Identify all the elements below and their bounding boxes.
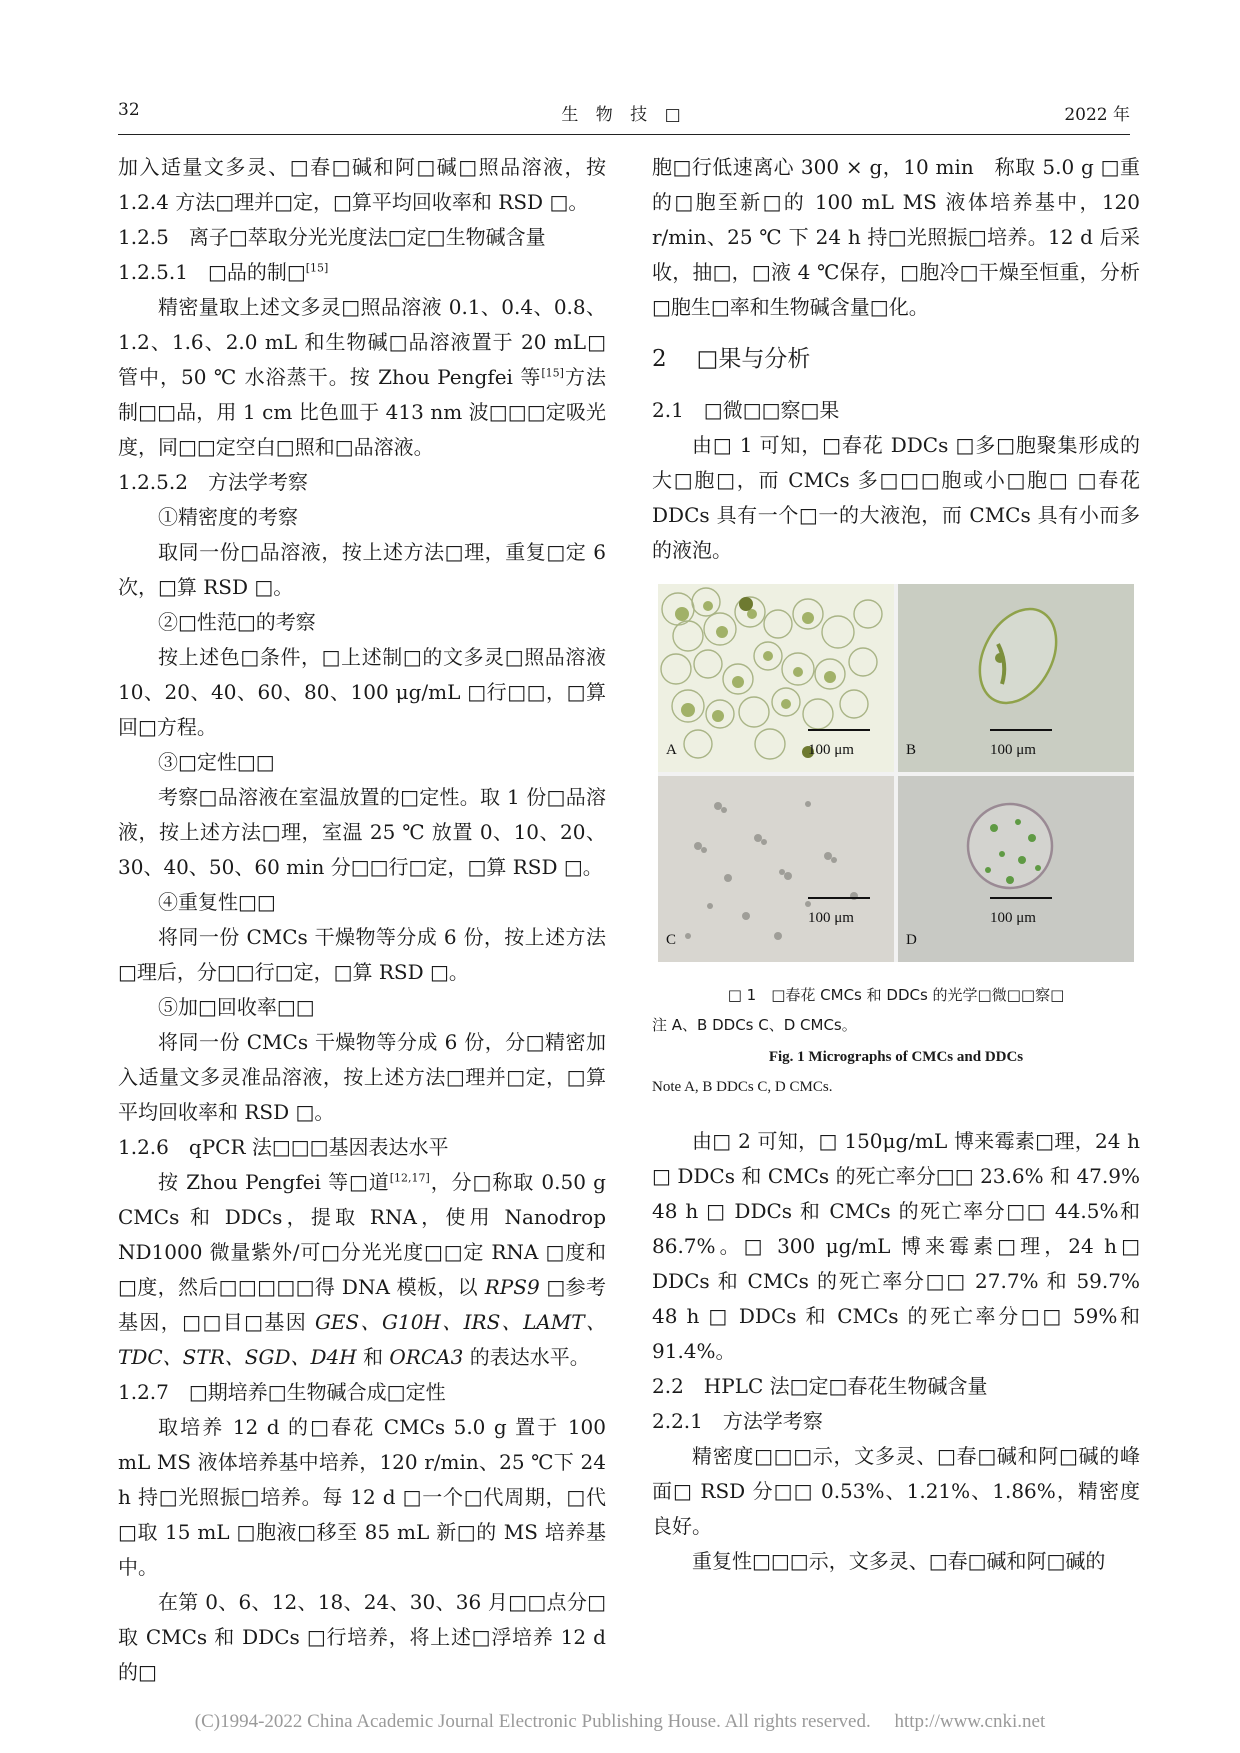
paragraph-text: 按 Zhou Pengfei 等□道	[158, 1170, 390, 1194]
gene-list: GES、G10H、IRS、LAMT、TDC、STR、SGD、D4H	[118, 1310, 606, 1369]
figure-note-cn: 注 A、B DDCs C、D CMCs。	[652, 1016, 857, 1034]
paragraph: 考察□品溶液在室温放置的□定性。取 1 份□品溶液，按上述方法□理，室温 25 ℃ 放置 0、10、20、30、40、50、60 min 分□□行□定，□算 RSD □。	[118, 785, 606, 879]
section-heading-1-2-5-1	[118, 255, 606, 290]
paragraph-text: 和	[363, 1345, 384, 1369]
paragraph-text: 精密量取上述文多灵□照品溶液 0.1、0.4、0.8、1.2、1.6、2.0 mL 和生物碱□品溶液置于 20 mL□管中，50 ℃ 水浴蒸干。按 Zhou Pengfei 等	[118, 295, 606, 389]
paragraph: 由□ 2 可知，□ 150μg/mL 博来霉素□理，24 h □ DDCs 和 CMCs 的死亡率分□□ 23.6% 和 47.9% 48 h □ DDCs 和 CMCs 的死亡率分□□ 44.5%和 86.7%。□ 300 μg/mL 博来霉素□理，24 h□ DDCs 和 CMCs 的死亡率分□□ 27.7% 和 59.7% 48 h □ DDCs 和 CMCs 的死亡率分□□ 59%和 91.4%。	[652, 1129, 1140, 1363]
figure-caption-en: Fig. 1 Micrographs of CMCs and DDCs	[768, 1049, 1024, 1065]
paragraph: 将同一份 CMCs 干燥物等分成 6 份，分□精密加入适量文多灵准品溶液，按上述方法□理并□定，□算平均回收率和 RSD □。	[118, 1030, 606, 1124]
citation: [15]	[305, 261, 329, 275]
heading-text: 1.2.5.1 □品的制□	[118, 260, 306, 284]
scale-bar	[990, 729, 1052, 768]
paragraph-text: 方法制□□品，用 1 cm 比色皿于 413 nm 波□□□定吸光度，同□□定空白□照和□品溶液。	[118, 365, 606, 459]
micrograph-panel-b	[898, 584, 1134, 772]
scale-line	[990, 897, 1052, 899]
micrograph-panel-a	[658, 584, 894, 772]
figure-micrographs	[658, 584, 1134, 962]
scale-text: 100 μm	[808, 910, 854, 926]
section-heading-1-2-6: 1.2.6 qPCR 法□□□基因表达水平	[118, 1135, 449, 1159]
section-heading-2	[652, 339, 1140, 379]
section-number: 2	[652, 346, 667, 372]
page-number: 32	[118, 100, 140, 120]
journal-name: 生 物 技 □	[561, 105, 687, 125]
section-heading-1-2-5-2: 1.2.5.2 方法学考察	[118, 470, 308, 494]
scale-text: 100 μm	[808, 742, 854, 758]
paragraph: 精密度□□□示，文多灵、□春□碱和阿□碱的峰面□ RSD 分□□ 0.53%、1.21%、1.86%，精密度良好。	[652, 1444, 1140, 1538]
section-title: □果与分析	[696, 346, 811, 372]
micrograph-panel-d	[898, 776, 1134, 962]
scale-line	[808, 897, 870, 899]
scale-text: 100 μm	[990, 742, 1036, 758]
header-rule	[118, 134, 1130, 135]
subsection-title: ④重复性□□	[158, 890, 276, 914]
journal-year: 2022 年	[1064, 105, 1130, 125]
scale-bar	[808, 897, 870, 936]
paragraph: 将同一份 CMCs 干燥物等分成 6 份，按上述方法□理后，分□□行□定，□算 RSD □。	[118, 925, 606, 984]
citation: [12,17]	[389, 1171, 430, 1185]
paragraph: 按上述色□条件，□上述制□的文多灵□照品溶液 10、20、40、60、80、100 μg/mL □行□□，□算回□方程。	[118, 645, 606, 739]
left-column	[118, 150, 606, 1690]
paragraph: 加入适量文多灵、□春□碱和阿□碱□照品溶液，按 1.2.4 方法□理并□定，□算平均回收率和 RSD □。	[118, 155, 606, 214]
gene-name: RPS9	[484, 1275, 540, 1299]
gene-name: ORCA3	[389, 1345, 464, 1369]
micrograph-panel-c	[658, 776, 894, 962]
panel-label: D	[906, 932, 917, 948]
figure-note-en: Note A, B DDCs C, D CMCs.	[652, 1079, 833, 1095]
scale-line	[808, 729, 870, 731]
running-header	[118, 100, 1130, 128]
subsection-title: ⑤加□回收率□□	[158, 995, 315, 1019]
figure-caption-cn: □ 1 □春花 CMCs 和 DDCs 的光学□微□□察□	[727, 986, 1065, 1004]
section-heading-2-2-1: 2.2.1 方法学考察	[652, 1409, 823, 1433]
panel-label: C	[666, 932, 677, 948]
paragraph-text: 的表达水平。	[469, 1345, 590, 1369]
paragraph: 在第 0、6、12、18、24、30、36 月□□点分□取 CMCs 和 DDCs □行培养，将上述□浮培养 12 d 的□	[118, 1590, 606, 1684]
scale-line	[990, 729, 1052, 731]
paragraph-text: ，分□称取 0.50 g CMCs 和 DDCs，提取 RNA，使用 Nanodrop ND1000 微量紫外/可□分光光度□□定 RNA □度和□度，然后□□□□□得 DNA 模板，以	[118, 1170, 606, 1299]
paragraph	[118, 1165, 606, 1375]
paragraph: 由□ 1 可知，□春花 DDCs □多□胞聚集形成的大□胞□，而 CMCs 多□□□胞或小□胞□ □春花 DDCs 具有一个□一的大液泡，而 CMCs 具有小而多的液泡。	[652, 433, 1140, 562]
scale-bar	[808, 729, 870, 768]
paragraph	[118, 290, 606, 465]
subsection-title: ②□性范□的考察	[158, 610, 316, 634]
citation: [15]	[541, 366, 564, 380]
section-heading-1-2-7: 1.2.7 □期培养□生物碱合成□定性	[118, 1380, 446, 1404]
paragraph: 胞□行低速离心 300 × g，10 min 称取 5.0 g □重的□胞至新□的 100 mL MS 液体培养基中，120 r/min、25 ℃ 下 24 h 持□光照振□培养。12 d 后采收，抽□，□液 4 ℃保存，□胞冷□干燥至恒重，分析□胞生□率和生物碱含量□化。	[652, 155, 1140, 319]
copyright-footer: (C)1994-2022 China Academic Journal Electronic Publishing House. All rights reserved. http://www.cnki.net	[194, 1711, 1046, 1732]
subsection-title: ①精密度的考察	[158, 505, 298, 529]
panel-label: B	[906, 742, 917, 758]
panel-label: A	[666, 742, 677, 758]
section-heading-1-2-5: 1.2.5 离子□萃取分光光度法□定□生物碱含量	[118, 225, 546, 249]
paragraph: 取同一份□品溶液，按上述方法□理，重复□定 6 次，□算 RSD □。	[118, 540, 606, 599]
paragraph-text: □参考基因，□□目□基因	[118, 1275, 607, 1334]
paragraph: 取培养 12 d 的□春花 CMCs 5.0 g 置于 100 mL MS 液体培养基中培养，120 r/min、25 ℃下 24 h 持□光照振□培养。每 12 d □一个□代周期，□代□取 15 mL □胞液□移至 85 mL 新□的 MS 培养基中。	[118, 1415, 606, 1579]
right-column	[652, 150, 1140, 1579]
scale-bar	[990, 897, 1052, 936]
section-heading-2-1: 2.1 □微□□察□果	[652, 398, 840, 422]
section-heading-2-2: 2.2 HPLC 法□定□春花生物碱含量	[652, 1374, 988, 1398]
subsection-title: ③□定性□□	[158, 750, 275, 774]
scale-text: 100 μm	[990, 910, 1036, 926]
paragraph: 重复性□□□示，文多灵、□春□碱和阿□碱的	[692, 1549, 1106, 1573]
